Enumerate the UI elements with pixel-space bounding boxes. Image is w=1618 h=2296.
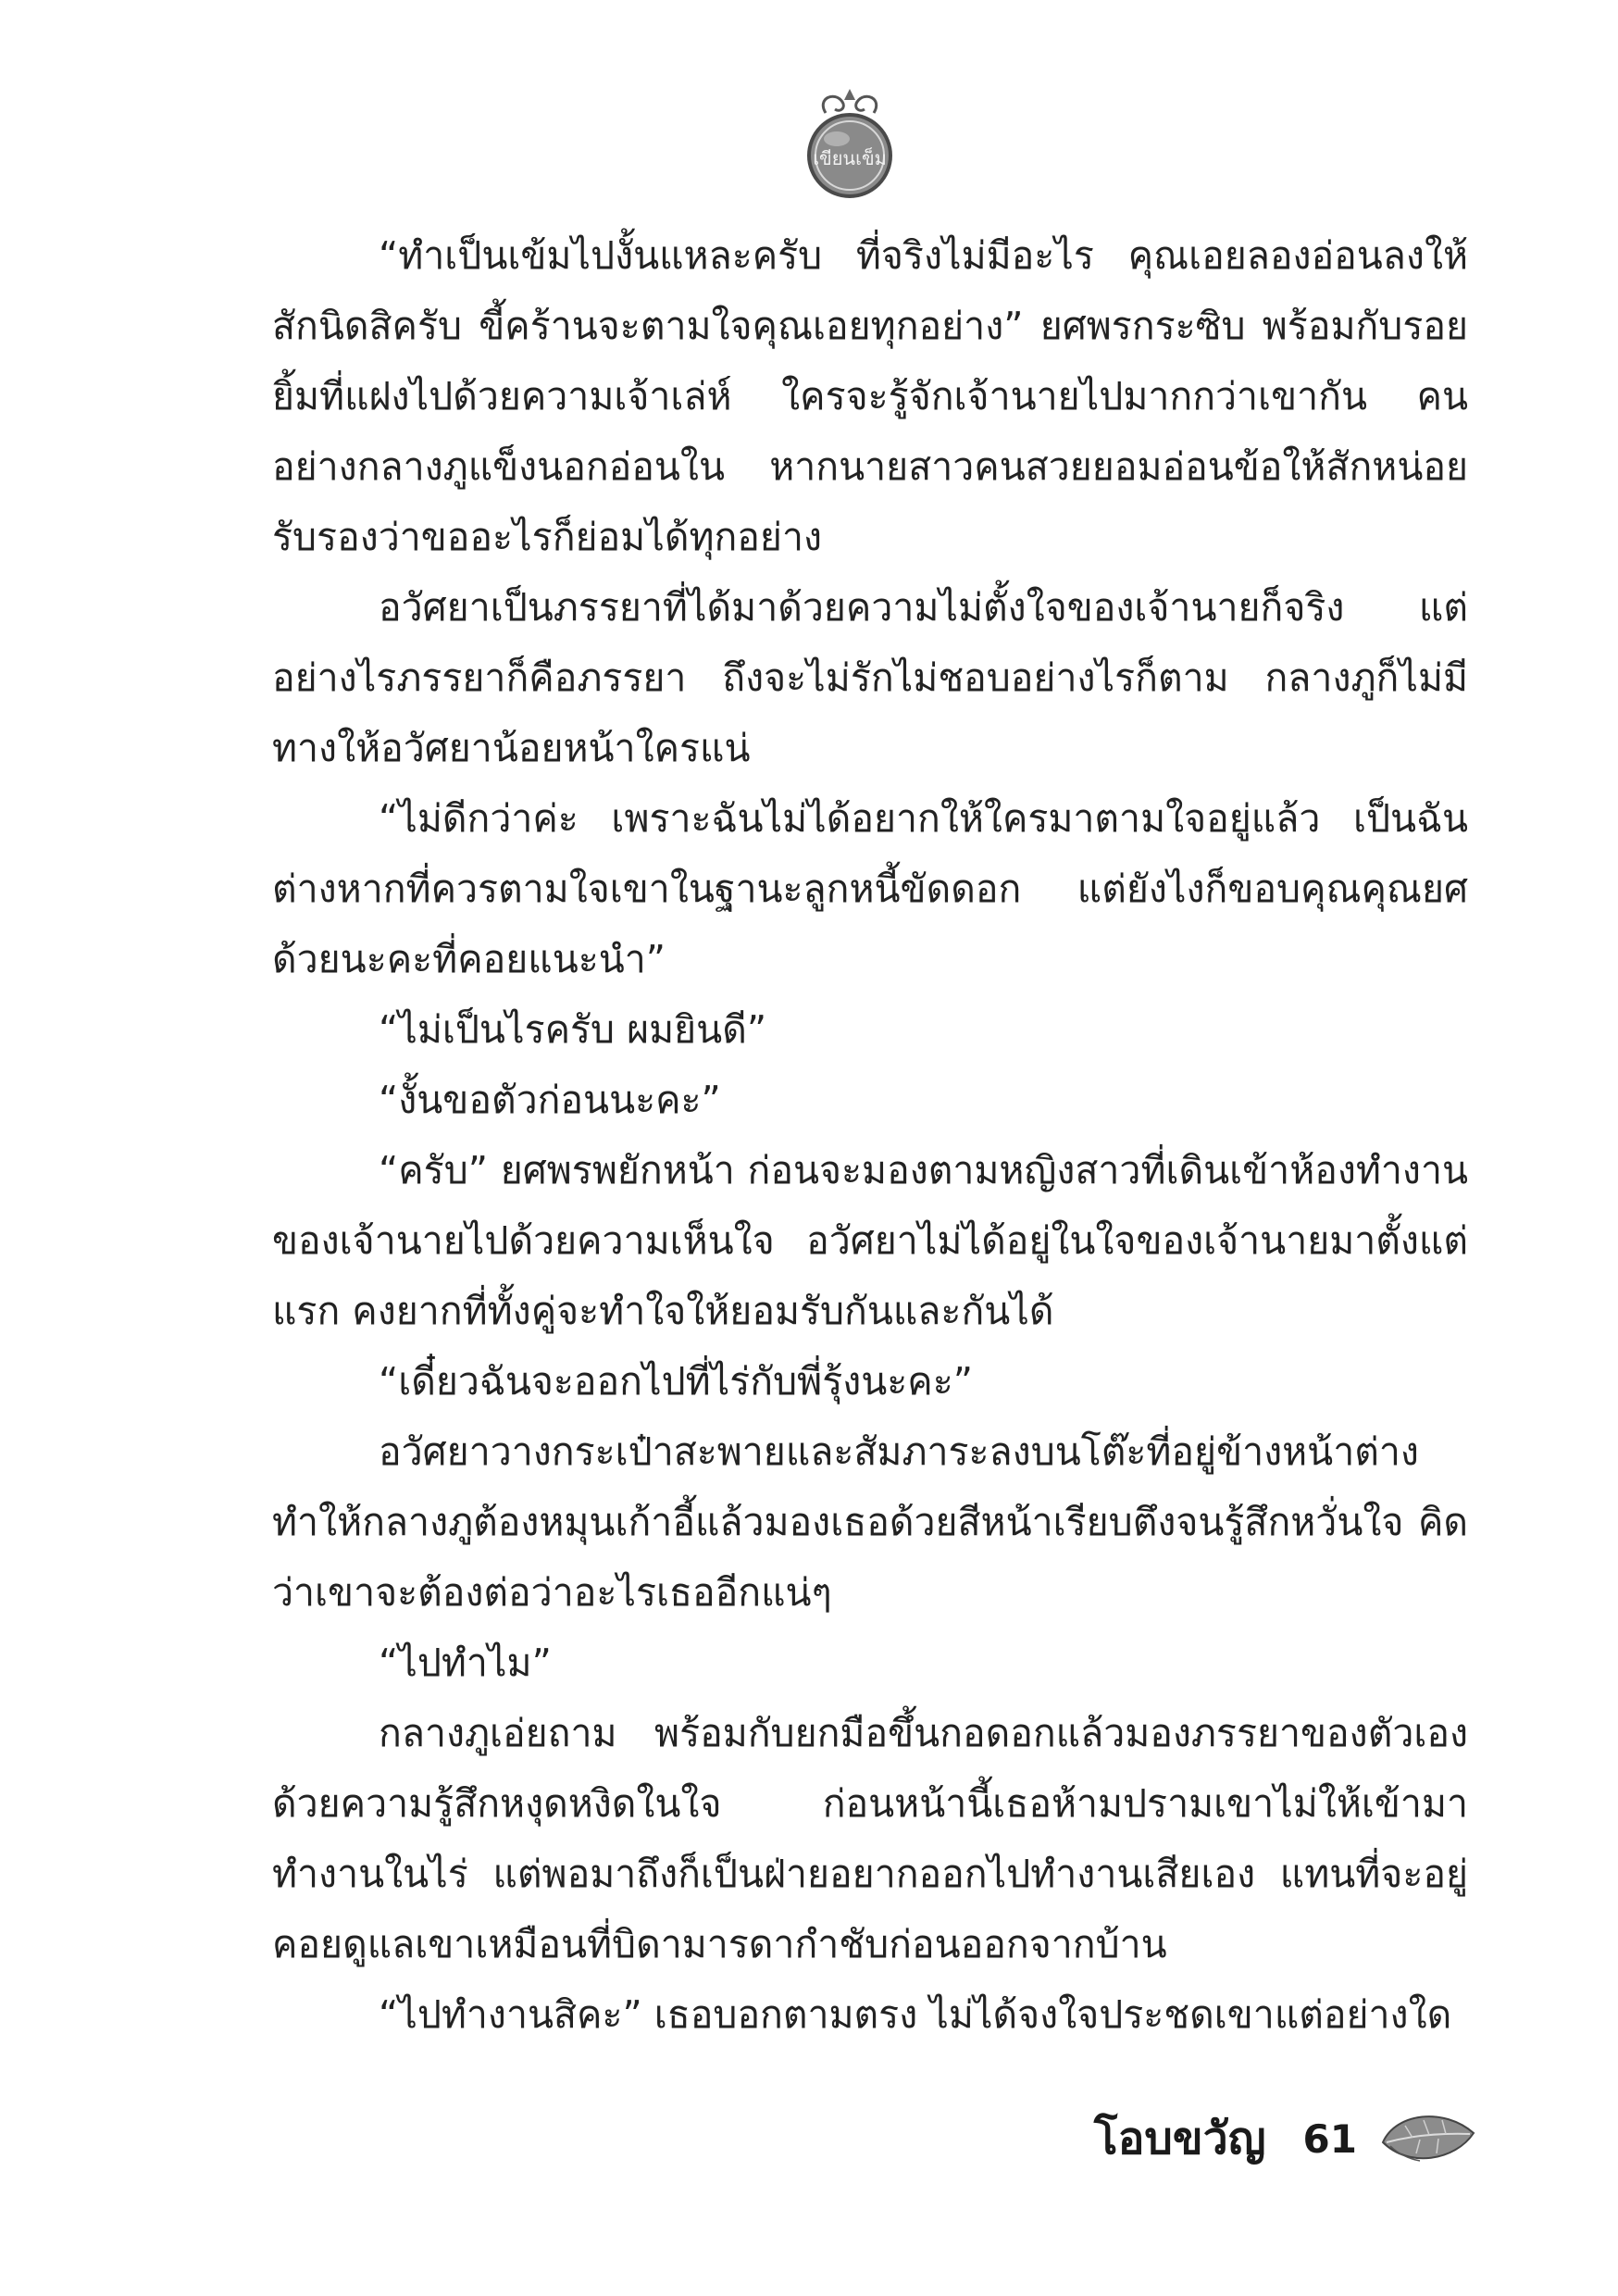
- paragraph-8: อวัศยาวางกระเป๋าสะพายและสัมภาระลงบนโต๊ะที่อยู่ข้างหน้าต่าง ทำให้กลางภูต้องหมุนเก้าอี้แล้วมองเธอด้วยสีหน้าเรียบตึงจนรู้สึกหวั่นใจ คิดว่าเขาจะต้องต่อว่าอะไรเธออีกแน่ๆ: [272, 1429, 1468, 1615]
- paragraph-10: กลางภูเอ่ยถาม พร้อมกับยกมือขึ้นกอดอกแล้วมองภรรยาของตัวเองด้วยความรู้สึกหงุดหงิดในใจ ก่อนหน้านี้เธอห้ามปรามเขาไม่ให้เข้ามาทำงานในไร่ แต่พอมาถึงก็เป็นฝ่ายอยากออกไปทำงานเสียเอง แทนที่จะอยู่คอยดูแลเขาเหมือนที่บิดามารดากำชับก่อนออกจากบ้าน: [272, 1711, 1468, 1966]
- paragraph-11: “ไปทำงานสิคะ” เธอบอกตามตรง ไม่ได้จงใจประชดเขาแต่อย่างใด: [379, 1992, 1452, 2037]
- body-text: [272, 220, 1468, 2050]
- paragraph-3: “ไม่ดีกว่าค่ะ เพราะฉันไม่ได้อยากให้ใครมาตามใจอยู่แล้ว เป็นฉันต่างหากที่ควรตามใจเขาในฐานะลูกหนี้ขัดดอก แต่ยังไงก็ขอบคุณคุณยศด้วยนะคะที่คอยแนะนำ”: [272, 796, 1468, 981]
- paragraph-5: “งั้นขอตัวก่อนนะคะ”: [379, 1078, 721, 1122]
- book-title: โอบขวัญ: [1093, 2113, 1266, 2165]
- paragraph-9: “ไปทำไม”: [379, 1641, 552, 1685]
- ornamental-crest-icon: [789, 81, 911, 204]
- paragraph-6: “ครับ” ยศพรพยักหน้า ก่อนจะมองตามหญิงสาวที่เดินเข้าห้องทำงานของเจ้านายไปด้วยความเห็นใจ อวัศยาไม่ได้อยู่ในใจของเจ้านายมาตั้งแต่แรก คงยากที่ทั้งคู่จะทำใจให้ยอมรับกันและกันได้: [272, 1148, 1468, 1333]
- page-number: 61: [1302, 2115, 1357, 2162]
- leaf-icon: [1377, 2105, 1479, 2172]
- logo-text: เขียนเข็ม: [813, 147, 887, 169]
- page-footer: [1094, 2102, 1479, 2176]
- paragraph-4: “ไม่เป็นไรครับ ผมยินดี”: [379, 1007, 767, 1052]
- paragraph-2: อวัศยาเป็นภรรยาที่ได้มาด้วยความไม่ตั้งใจของเจ้านายก็จริง แต่อย่างไรภรรยาก็คือภรรยา ถึงจะไม่รักไม่ชอบอย่างไรก็ตาม กลางภูก็ไม่มีทางให้อวัศยาน้อยหน้าใครแน่: [272, 585, 1468, 770]
- paragraph-1: “ทำเป็นเข้มไปงั้นแหละครับ ที่จริงไม่มีอะไร คุณเอยลองอ่อนลงให้สักนิดสิครับ ขี้คร้านจะตามใจคุณเอยทุกอย่าง” ยศพรกระซิบ พร้อมกับรอยยิ้มที่แฝงไปด้วยความเจ้าเล่ห์ ใครจะรู้จักเจ้านายไปมากกว่าเขากัน คนอย่างกลางภูแข็งนอกอ่อนใน หากนายสาวคนสวยยอมอ่อนข้อให้สักหน่อย รับรองว่าขออะไรก็ย่อมได้ทุกอย่าง: [272, 233, 1468, 559]
- paragraph-7: “เดี๋ยวฉันจะออกไปที่ไร่กับพี่รุ้งนะคะ”: [379, 1359, 973, 1404]
